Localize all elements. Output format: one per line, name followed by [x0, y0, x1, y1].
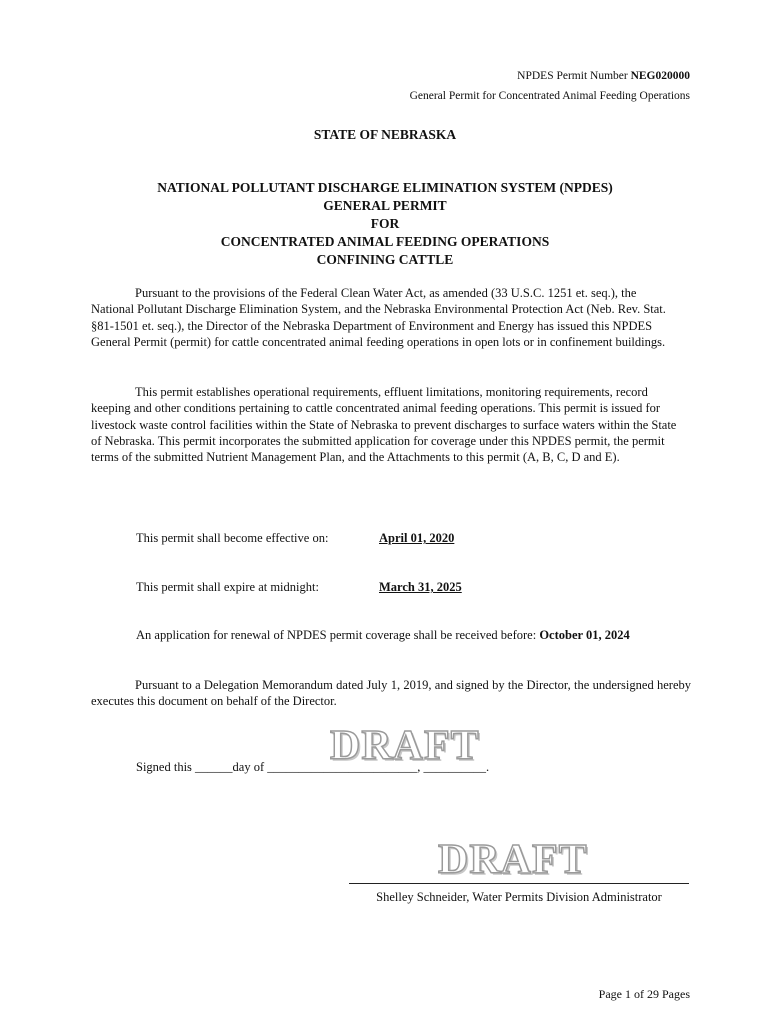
effective-label: This permit shall become effective on: — [136, 531, 329, 545]
expire-date-row — [136, 580, 462, 595]
permit-number-line — [517, 70, 690, 82]
renewal-row — [136, 628, 630, 643]
permit-type: General Permit for Concentrated Animal Feeding Operations — [409, 90, 690, 102]
signed-line: Signed this ______day of ________________________, __________. — [136, 760, 490, 774]
signature-line — [349, 883, 689, 884]
delegation-paragraph: Pursuant to a Delegation Memorandum dated July 1, 2019, and signed by the Director, the undersigned hereby executes this document on behalf of the Director. — [91, 678, 691, 709]
renewal-date: October 01, 2024 — [539, 628, 630, 642]
permit-number: NEG020000 — [630, 70, 690, 82]
title-line: NATIONAL POLLUTANT DISCHARGE ELIMINATION SYSTEM (NPDES) — [157, 180, 613, 195]
draft-watermark: DRAFT — [438, 837, 588, 883]
expire-date: March 31, 2025 — [379, 580, 462, 594]
title-line: FOR — [370, 216, 400, 231]
draft-watermark: DRAFT — [330, 723, 480, 769]
authority-paragraph: Pursuant to the provisions of the Federal Clean Water Act, as amended (33 U.S.C. 1251 et. seq.), the National Pollutant Discharge Elimination System, and the Nebraska Environmental Protection Act (Neb. Rev. Stat. §81-1501 et. seq.), the Director of the Nebraska Department of Environment and Energy has issued this NPDES General Permit (permit) for cattle concentrated animal feeding operations in open lots or in confinement buildings. — [91, 286, 666, 349]
permit-title — [0, 179, 770, 269]
page-number: Page 1 of 29 Pages — [598, 987, 690, 1001]
state-title: STATE OF NEBRASKA — [313, 127, 457, 142]
renewal-label: An application for renewal of NPDES permit coverage shall be received before: — [136, 628, 540, 642]
effective-date-row — [136, 531, 455, 546]
scope-paragraph: This permit establishes operational requirements, effluent limitations, monitoring requirements, record keeping and other conditions pertaining to cattle concentrated animal feeding operations. This permit is issued for livestock waste control facilities within the State of Nebraska to prevent discharges to surface waters within the State of Nebraska. This permit incorporates the submitted application for coverage under this NPDES permit, the permit terms of the submitted Nutrient Management Plan, and the Attachments to this permit (A, B, C, D and E). — [91, 385, 677, 465]
expire-label: This permit shall expire at midnight: — [136, 580, 319, 594]
effective-date: April 01, 2020 — [379, 531, 455, 545]
signatory-name: Shelley Schneider, Water Permits Division Administrator — [376, 890, 662, 904]
permit-number-label: NPDES Permit Number — [517, 70, 631, 82]
title-line: GENERAL PERMIT — [323, 198, 447, 213]
title-line: CONFINING CATTLE — [316, 252, 454, 267]
title-line: CONCENTRATED ANIMAL FEEDING OPERATIONS — [220, 234, 550, 249]
